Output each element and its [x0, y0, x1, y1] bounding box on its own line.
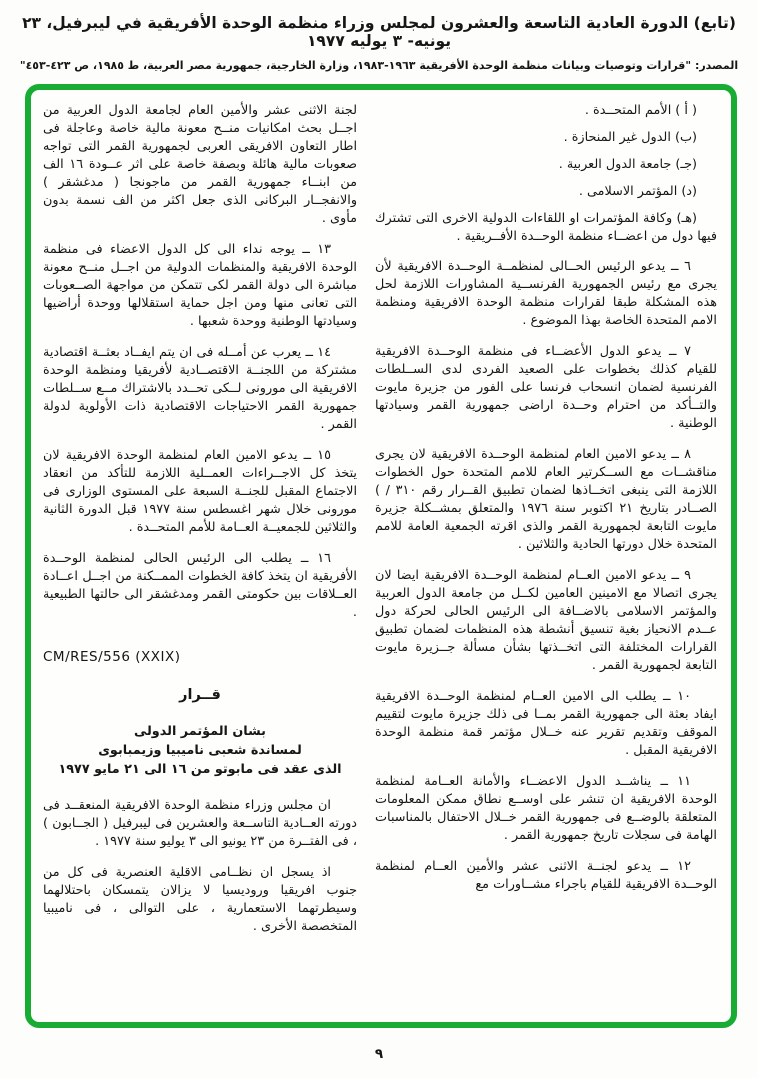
- resolution-item-7: ٧ ــ يدعو الدول الأعضــاء فى منظمة الوحــدة الافريقية للقيام كذلك بخطوات على الصعيد الفردى لدى الســلطات الفرنسية لضمان انسحاب فرنسا على الفور من جزيرة مايوت والتــأكد من احترام وحــدة اراضى جمهورية القمر وسيادتها الوطنية .: [375, 344, 717, 431]
- council-recital: اذ يسجل ان نظــامى الاقلية العنصرية فى كل من جنوب افريقيا وروديسيا لا يزالان يتمسكان باحتلالهما وسيطرتهما الاستعمارية ، على التوالى ، فى ناميبيا المتخصصة الأخرى .: [43, 865, 357, 934]
- resolution-subtitle-line: بشان المؤتمر الدولى: [134, 724, 266, 739]
- resolution-subtitle: [43, 722, 357, 779]
- page-header: [0, 0, 758, 72]
- list-item: (جـ) جامعة الدول العربية .: [558, 157, 697, 172]
- resolution-item-11: ١١ ــ يناشــد الدول الاعضــاء والأمانة العــامة لمنظمة الوحدة الافريقية ان تنشر على اوســع نطاق ممكن المعلومات المتعلقة بالوضــع فى جمهورية القمر خــلال الاحتفال بالمناسبات الهامة فى سجلات تاريخ جمهورية القمر .: [375, 774, 717, 843]
- list-item: (ب) الدول غير المنحازة .: [563, 130, 697, 145]
- list-item: (هـ) وكافة المؤتمرات او اللقاءات الدولية الاخرى التى تشترك فيها دول من اعضــاء منظمة الوحــدة الأفــريقية .: [375, 211, 717, 244]
- resolution-item-12: ١٢ ــ يدعو لجنــة الاثنى عشر والأمين العــام لمنظمة الوحــدة الافريقية للقيام باجراء مشــاورات مع: [375, 859, 717, 892]
- resolution-subtitle-line: الذى عقد فى مابوتو من ١٦ الى ٢١ مايو ١٩٧٧: [58, 762, 342, 777]
- sub-item-list: [375, 102, 717, 246]
- council-preamble: ان مجلس وزراء منظمة الوحدة الافريقية المنعقــد فى دورته العــادية التاســعة والعشرين فى ليبرفيل ( الجــابون ) ، فى الفتــرة من ٢٣ يونيو الى ٣ يوليو سنة ١٩٧٧ .: [43, 798, 357, 849]
- resolution-item-6: ٦ ــ يدعو الرئيس الحــالى لمنظمــة الوحــدة الافريقية لأن يجرى مع رئيس الجمهورية الفرنســية المشاورات اللازمة لحل هذه المشكلة طبقا لقرارات منظمة الوحدة الافريقية ومنظمة الامم المتحدة الخاصة بهذا الموضوع .: [375, 259, 717, 328]
- resolution-item-14: ١٤ ــ يعرب عن أمــله فى ان يتم ايفــاد بعثــة اقتصادية مشتركة من اللجنــة الاقتصــادية لأفريقيا ومنظمة الوحدة الافريقية الى مورونى لــكى تحــدد بالاشتراك مــع ســلطات جمهورية القمر الاحتياجات الاقتصادية ذات الأولوية لدولة القمر .: [43, 345, 357, 432]
- resolution-item-15: ١٥ ــ يدعو الامين العام لمنظمة الوحدة الافريقية لان يتخذ كل الاجــراءات العمــلية اللازمة للتأكد من انعقاد الاجتماع المقبل للجنــة السبعة على المستوى الوزارى فى مورونى خلال شهر اغسطس سنة ١٩٧٧ قبل الدورة الثانية والثلاثين للجمعيــة العــامة للأمم المتحــدة .: [43, 448, 358, 535]
- two-column-layout: [43, 102, 717, 1014]
- document-frame: [25, 84, 737, 1028]
- resolution-item-16: ١٦ ــ يطلب الى الرئيس الحالى لمنظمة الوحــدة الأفريقية ان يتخذ كافة الخطوات الممــكنة من اجــل اعــادة العــلاقات بين حكومتى القمر ومدغشقر الى حالتها الطبيعية .: [43, 551, 357, 620]
- resolution-code: CM/RES/556 (XXIX): [43, 649, 181, 665]
- header-source-note: المصدر: "قرارات وتوصيات وبيانات منظمة الوحدة الأفريقية ١٩٦٣-١٩٨٣، وزارة الخارجية، جمهورية مصر العربية، ط ١٩٨٥، ص ٤٢٣-٤٥٣": [19, 59, 739, 72]
- page-number: ٩: [374, 1046, 384, 1062]
- resolution-item-9: ٩ ــ يدعو الامين العــام لمنظمة الوحــدة الافريقية ايضا لان يجرى اتصالا مع الامينين العامين لكــل من جامعة الدول العربية والمؤتمر الاسلامى بالاضــافة الى الرئيس الحالى لحركة دول عــدم الانحياز بغية تنسيق أنشطة هذه المنظمات لضمان تطبيق القرارات المختلفة التى اتخــذتها بشأن مسألة جــزيرة مايوت التابعة لجمهورية القمر .: [375, 568, 717, 673]
- resolution-item-10: ١٠ ــ يطلب الى الامين العــام لمنظمة الوحــدة الافريقية ايفاد بعثة الى جمهورية القمر بمــا فى ذلك جزيرة مايوت لتقييم الموقف وتقديم تقرير عنه خــلال مؤتمر قمة منظمة الوحدة الافريقية المقبل .: [375, 689, 717, 758]
- item-12-continuation: لجنة الاثنى عشر والأمين العام لجامعة الدول العربية من اجــل بحث امكانيات منــح معونة مالية خاصة وعاجلة فى اطار التعاون الافريقى العربى لجمهورية القمر التى تواجه صعوبات مالية هائلة وبصفة خاصة على اثر عــودة ١٦ الف من ابنــاء جمهورية القمر من ماجونجا ( مدغشقر ) والانفجــار البركانى الذى جعل اكثر من الف نسمة بدون مأوى .: [43, 103, 357, 226]
- resolution-item-13: ١٣ ــ يوجه نداء الى كل الدول الاعضاء فى منظمة الوحدة الافريقية والمنظمات الدولية من اجــل منــح معونة مباشرة الى دولة القمر لكى تتمكن من مواجهة الصــعوبات التى تعانى منها ومن اجل حماية استقلالها ووحدة أراضيها وسيادتها الوطنية ووحدة شعبها .: [43, 242, 357, 329]
- left-column: [43, 102, 357, 1014]
- list-item: (د) المؤتمر الاسلامى .: [578, 184, 697, 199]
- resolution-item-8: ٨ ــ يدعو الامين العام لمنظمة الوحــدة الافريقية لان يجرى مناقشــات مع الســكرتير العام للامم المتحدة حول الخطوات اللازمة التى ينبغى اتخــاذها لضمان تطبيق القــرار رقم ٣١٠ / ) الصــادر بتاريخ ٢١ اكتوبر سنة ١٩٧٦ والمتعلق بمشــكلة جزيرة مايوت التابعة لجمهورية القمر والذى اقرته الجمعية العامة للامم المتحدة خلال دورتها الحادية والثلاثين .: [375, 447, 717, 552]
- resolution-subtitle-line: لمساندة شعبى ناميبيا وزيمبابوى: [98, 743, 302, 758]
- list-item: ( أ ) الأمم المتحــدة .: [584, 103, 697, 118]
- header-session-title: (تابع) الدورة العادية التاسعة والعشرون لمجلس وزراء منظمة الوحدة الأفريقية في ليبرفيل، ٢٣ يونيه- ٣ يوليه ١٩٧٧: [22, 14, 736, 50]
- resolution-heading: قــرار: [179, 687, 221, 703]
- right-column: [375, 102, 717, 1014]
